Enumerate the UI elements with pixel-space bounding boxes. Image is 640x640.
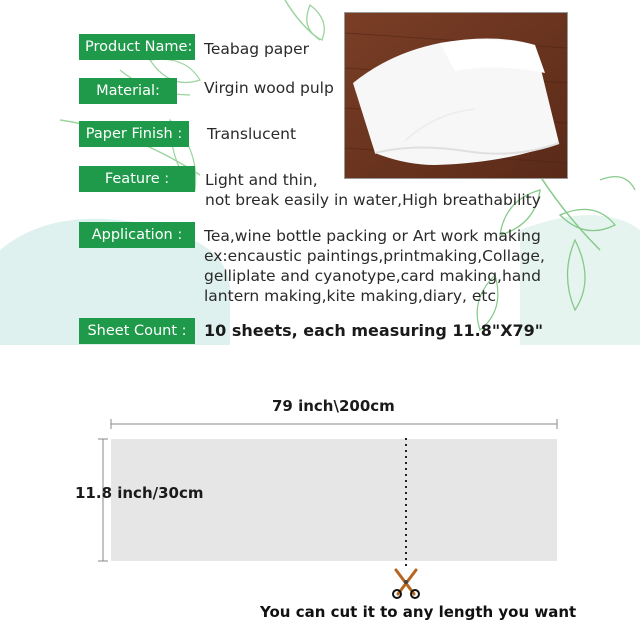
width-label: 79 inch\200cm bbox=[272, 397, 395, 415]
height-label: 11.8 inch/30cm bbox=[75, 484, 204, 502]
feature-value: Light and thin, not break easily in water,High breathability bbox=[205, 171, 541, 209]
cut-caption: You can cut it to any length you want bbox=[260, 603, 577, 621]
sheet-count-label: Sheet Count : bbox=[79, 318, 195, 344]
product-name-value: Teabag paper bbox=[204, 40, 310, 58]
paper-finish-value: Translucent bbox=[207, 125, 297, 143]
scissors-icon bbox=[393, 570, 419, 598]
product-name-label: Product Name: bbox=[79, 34, 195, 60]
application-label: Application : bbox=[79, 222, 195, 248]
application-value: Tea,wine bottle packing or Art work making ex:encaustic paintings,printmaking,Collage, gelliplate and cyanotype,card making,hand lantern making,kite making,diary, etc bbox=[204, 227, 545, 305]
sheet-count-value: 10 sheets, each measuring 11.8"X79" bbox=[204, 321, 544, 340]
feature-label: Feature : bbox=[79, 166, 195, 192]
material-value: Virgin wood pulp bbox=[204, 79, 334, 97]
paper-finish-label: Paper Finish : bbox=[79, 121, 189, 147]
product-photo bbox=[344, 12, 568, 179]
material-label: Material: bbox=[79, 78, 177, 104]
